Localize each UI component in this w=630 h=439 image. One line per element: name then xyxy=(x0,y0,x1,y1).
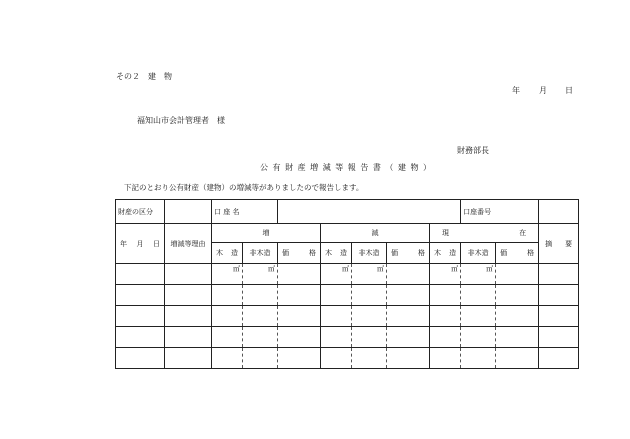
price-cell[interactable] xyxy=(387,348,430,369)
area-cell[interactable] xyxy=(321,306,352,327)
date-month: 月 xyxy=(539,86,547,95)
area-cell[interactable] xyxy=(461,327,496,348)
area-cell[interactable] xyxy=(212,327,243,348)
price-cell[interactable] xyxy=(387,306,430,327)
nonwood-header: 非木造 xyxy=(461,243,496,264)
reason-header: 増減等理由 xyxy=(165,224,212,264)
category-label: 財産の区分 xyxy=(116,200,165,224)
account-name-label: 口 座 名 xyxy=(212,200,278,224)
reason-cell[interactable] xyxy=(165,348,212,369)
area-cell[interactable] xyxy=(212,306,243,327)
price-cell[interactable] xyxy=(496,285,539,306)
document-title: 公 有 財 産 増 減 等 報 告 書 （ 建 物 ） xyxy=(260,163,433,172)
reason-cell[interactable] xyxy=(165,285,212,306)
current-header: 現 在 xyxy=(430,224,539,243)
price-cell[interactable] xyxy=(496,348,539,369)
area-cell[interactable] xyxy=(461,348,496,369)
area-cell[interactable] xyxy=(430,264,461,285)
table-row xyxy=(116,348,579,369)
nonwood-header: 非木造 xyxy=(243,243,278,264)
area-cell[interactable] xyxy=(430,285,461,306)
remarks-cell[interactable] xyxy=(539,285,579,306)
area-cell[interactable] xyxy=(212,264,243,285)
table-row xyxy=(116,285,579,306)
category-value[interactable] xyxy=(165,200,212,224)
price-cell[interactable] xyxy=(496,264,539,285)
date-day: 日 xyxy=(565,86,573,95)
area-cell[interactable] xyxy=(243,348,278,369)
area-cell[interactable] xyxy=(352,348,387,369)
wood-header: 木 造 xyxy=(430,243,461,264)
increase-header: 増 xyxy=(212,224,321,243)
sqm-unit: ㎡ xyxy=(486,265,494,273)
sender: 財務部長 xyxy=(457,146,489,155)
price-header: 価 格 xyxy=(387,243,430,264)
sqm-unit: ㎡ xyxy=(342,265,350,273)
area-cell[interactable] xyxy=(321,285,352,306)
price-cell[interactable] xyxy=(278,264,321,285)
area-cell[interactable] xyxy=(352,285,387,306)
area-cell[interactable] xyxy=(461,264,496,285)
price-cell[interactable] xyxy=(278,327,321,348)
price-cell[interactable] xyxy=(278,306,321,327)
area-cell[interactable] xyxy=(321,327,352,348)
price-cell[interactable] xyxy=(387,264,430,285)
report-table xyxy=(115,199,579,369)
account-name-value[interactable] xyxy=(278,200,461,224)
date-cell[interactable] xyxy=(116,306,165,327)
price-header: 価 格 xyxy=(496,243,539,264)
area-cell[interactable] xyxy=(321,348,352,369)
addressee: 福知山市会計管理者 様 xyxy=(137,116,225,125)
table-row xyxy=(116,264,579,285)
date-cell[interactable] xyxy=(116,348,165,369)
area-cell[interactable] xyxy=(212,285,243,306)
sqm-unit: ㎡ xyxy=(451,265,459,273)
sqm-unit: ㎡ xyxy=(268,265,276,273)
remarks-cell[interactable] xyxy=(539,348,579,369)
area-cell[interactable] xyxy=(243,327,278,348)
section-heading: その２ 建 物 xyxy=(116,72,172,81)
date-header: 年 月 日 xyxy=(116,224,165,264)
price-cell[interactable] xyxy=(496,327,539,348)
price-cell[interactable] xyxy=(278,348,321,369)
reason-cell[interactable] xyxy=(165,327,212,348)
wood-header: 木 造 xyxy=(212,243,243,264)
wood-header: 木 造 xyxy=(321,243,352,264)
table-row xyxy=(116,327,579,348)
area-cell[interactable] xyxy=(352,327,387,348)
area-cell[interactable] xyxy=(352,264,387,285)
remarks-cell[interactable] xyxy=(539,327,579,348)
table-row xyxy=(116,306,579,327)
area-cell[interactable] xyxy=(461,306,496,327)
body-text: 下記のとおり公有財産（建物）の増減等がありましたので報告します。 xyxy=(124,183,364,192)
remarks-cell[interactable] xyxy=(539,264,579,285)
area-cell[interactable] xyxy=(430,306,461,327)
area-cell[interactable] xyxy=(430,327,461,348)
sqm-unit: ㎡ xyxy=(233,265,240,273)
price-header: 価 格 xyxy=(278,243,321,264)
remarks-cell[interactable] xyxy=(539,306,579,327)
account-number-value[interactable] xyxy=(539,200,579,224)
area-cell[interactable] xyxy=(352,306,387,327)
area-cell[interactable] xyxy=(212,348,243,369)
date-year: 年 xyxy=(512,86,520,95)
date-cell[interactable] xyxy=(116,264,165,285)
date-cell[interactable] xyxy=(116,285,165,306)
price-cell[interactable] xyxy=(496,306,539,327)
area-cell[interactable] xyxy=(243,285,278,306)
price-cell[interactable] xyxy=(387,285,430,306)
area-cell[interactable] xyxy=(461,285,496,306)
area-cell[interactable] xyxy=(243,264,278,285)
price-cell[interactable] xyxy=(387,327,430,348)
area-cell[interactable] xyxy=(430,348,461,369)
reason-cell[interactable] xyxy=(165,264,212,285)
account-number-label: 口座番号 xyxy=(461,200,539,224)
sqm-unit: ㎡ xyxy=(377,265,385,273)
remarks-header: 摘 要 xyxy=(539,224,579,264)
reason-cell[interactable] xyxy=(165,306,212,327)
decrease-header: 減 xyxy=(321,224,430,243)
area-cell[interactable] xyxy=(321,264,352,285)
area-cell[interactable] xyxy=(243,306,278,327)
date-cell[interactable] xyxy=(116,327,165,348)
price-cell[interactable] xyxy=(278,285,321,306)
nonwood-header: 非木造 xyxy=(352,243,387,264)
